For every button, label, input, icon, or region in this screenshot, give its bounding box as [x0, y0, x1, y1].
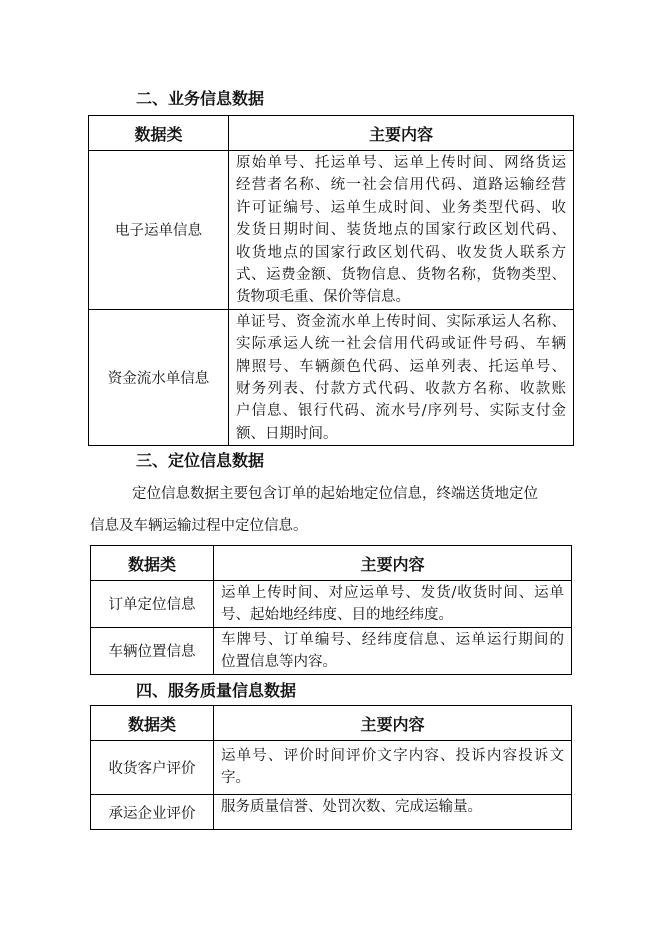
row-category: 承运企业评价 [91, 795, 214, 830]
content-line: 车牌号、订单编号、经纬度信息、运单运行期间的 [221, 631, 564, 648]
row-category: 资金流水单信息 [89, 309, 229, 445]
table-row [89, 151, 574, 310]
header-content: 主要内容 [229, 116, 574, 151]
content-line: 位置信息等内容。 [221, 654, 337, 671]
paragraph-line-2: 信息及车辆运输过程中定位信息。 [90, 518, 308, 534]
table-row [91, 795, 572, 830]
header-category: 数据类 [89, 116, 229, 151]
content-line: 字。 [221, 770, 250, 787]
row-content [229, 151, 574, 310]
content-line: 经营者名称、统一社会信用代码、道路运输经营 [236, 177, 566, 194]
content-line: 运单号、评价时间评价文字内容、投诉内容投诉文 [221, 748, 564, 764]
location-info-table [90, 545, 572, 675]
content-line: 收货地点的国家行政区划代码、收发货人联系方 [236, 244, 566, 261]
row-content [214, 795, 572, 830]
row-category: 订单定位信息 [91, 581, 214, 628]
section-heading-business: 二、业务信息数据 [136, 89, 265, 108]
content-line: 许可证编号、运单生成时间、业务类型代码、收 [236, 199, 566, 216]
content-line: 式、运费金额、货物信息、货物名称，货物类型、 [236, 267, 566, 284]
section-heading-service-quality: 四、服务质量信息数据 [136, 681, 297, 700]
content-line: 单证号、资金流水单上传时间、实际承运人名称、 [236, 313, 566, 330]
row-category: 电子运单信息 [89, 151, 229, 310]
content-line: 财务列表、付款方式代码、收款方名称、收款账 [236, 381, 566, 398]
row-content [214, 627, 572, 674]
content-line: 户信息、银行代码、流水号/序列号、实际支付金 [236, 403, 566, 420]
content-line: 原始单号、托运单号、运单上传时间、网络货运 [236, 155, 566, 171]
row-category: 车辆位置信息 [91, 627, 214, 674]
section-heading-location: 三、定位信息数据 [136, 451, 265, 470]
table-row [91, 581, 572, 628]
header-content: 主要内容 [214, 706, 572, 741]
content-line: 货物项毛重、保价等信息。 [236, 289, 410, 306]
content-line: 额、日期时间。 [236, 425, 338, 442]
table-row [89, 309, 574, 445]
row-content [229, 309, 574, 445]
content-line: 牌照号、车辆颜色代码、运单列表、托运单号、 [236, 358, 566, 375]
business-info-table [88, 115, 574, 446]
table-row [91, 741, 572, 795]
header-category: 数据类 [91, 546, 214, 581]
row-category: 收货客户评价 [91, 741, 214, 795]
service-quality-table [90, 705, 572, 830]
content-line: 服务质量信誉、处罚次数、完成运输量。 [221, 799, 482, 815]
content-line: 发货日期时间、装货地点的国家行政区划代码、 [236, 222, 566, 239]
row-content [214, 581, 572, 628]
content-line: 号、起始地经纬度、目的地经纬度。 [221, 607, 453, 624]
paragraph-line-1: 定位信息数据主要包含订单的起始地定位信息，终端送货地定位 [132, 486, 538, 502]
header-category: 数据类 [91, 706, 214, 741]
content-line: 实际承运人统一社会信用代码或证件号码、车辆 [236, 336, 566, 353]
row-content [214, 741, 572, 795]
content-line: 运单上传时间、对应运单号、发货/收货时间、运单 [221, 585, 564, 601]
header-content: 主要内容 [214, 546, 572, 581]
table-row [91, 627, 572, 674]
